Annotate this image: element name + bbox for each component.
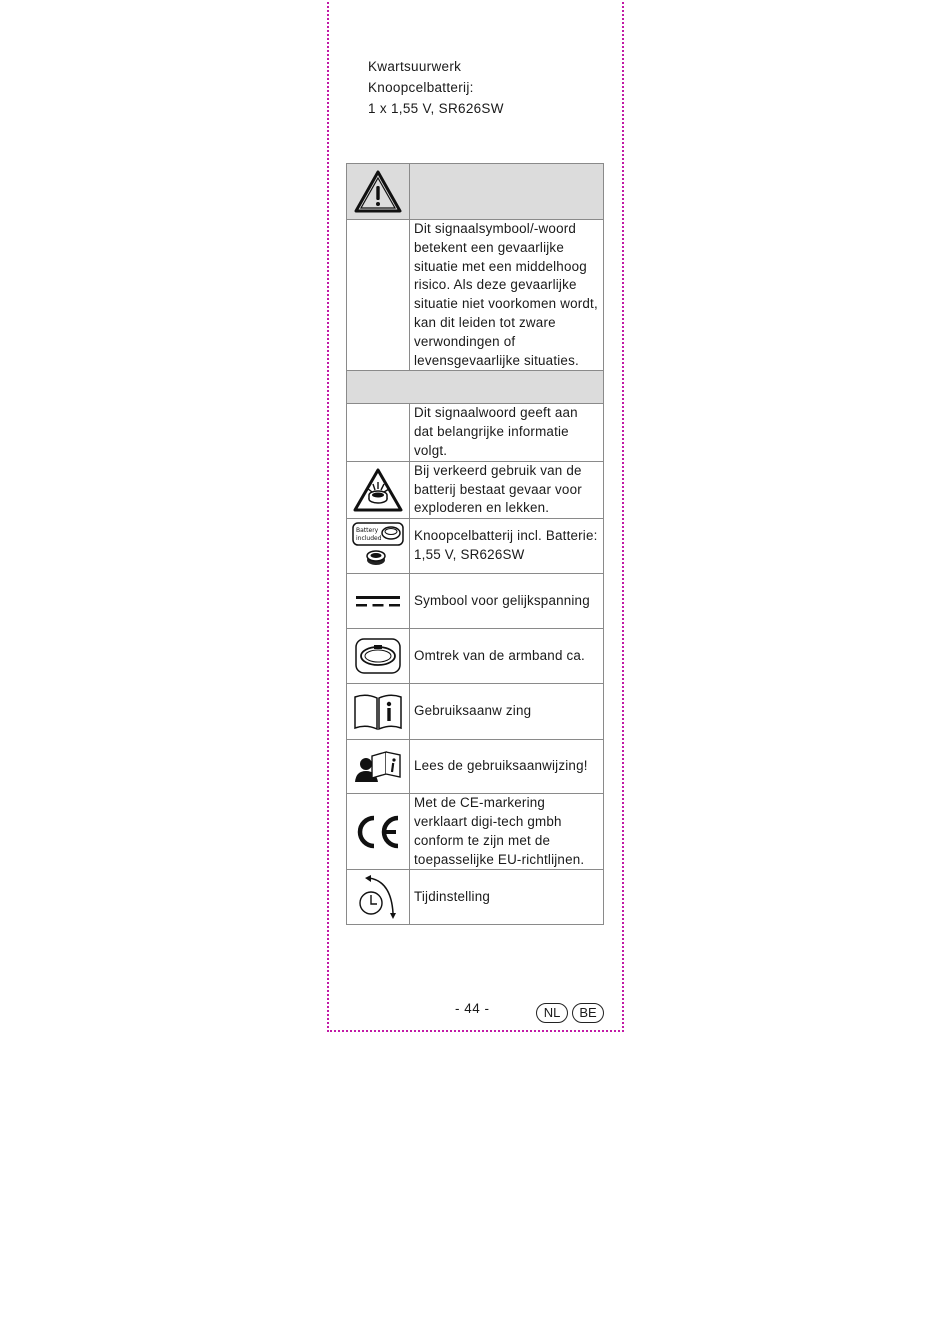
icon-cell [347,794,410,870]
table-row [347,740,604,794]
battery-included-icon [351,521,405,571]
icon-cell [347,164,410,220]
description-text: Knoopcelbatterij incl. Batterie: 1,55 V, SR626SW [410,519,604,574]
manual-book-icon [353,693,403,731]
header-text-cell [347,371,604,404]
icon-cell [347,220,410,371]
description-text: Tijdinstelling [410,870,604,925]
icon-cell [347,404,410,461]
description-text: Omtrek van de armband ca. [410,629,604,684]
svg-text:included: included [356,535,382,543]
time-setting-icon [355,873,401,921]
icon-cell [347,629,410,684]
table-row [347,684,604,740]
table-row [347,794,604,870]
description-text: Bij verkeerd gebruik van de batterij bestaat gevaar voor exploderen en lekken. [410,461,604,518]
table-row [347,629,604,684]
icon-cell [347,461,410,518]
table-row [347,220,604,371]
description-text: Lees de gebruiksaanwijzing! [410,740,604,794]
battery-label: Knoopcelbatterij: [368,80,474,95]
table-row [347,404,604,461]
intro-specs [368,56,504,119]
direct-current-icon [354,593,402,609]
description-text: Symbool voor gelijkspanning [410,574,604,629]
header-text-cell [410,164,604,220]
table-row [347,519,604,574]
battery-spec: 1 x 1,55 V, SR626SW [368,101,504,116]
icon-cell [347,519,410,574]
ce-mark-icon [354,814,402,850]
table-row [347,461,604,518]
description-text: Dit signaalwoord geeft aan dat belangrijke informatie volgt. [410,404,604,461]
table-row [347,870,604,925]
country-badge-be: BE [572,1003,604,1023]
read-manual-icon [354,750,402,784]
warning-triangle-icon [353,169,403,215]
description-text: Met de CE-markering verklaart digi-tech gmbh conform te zijn met de toepasselijke EU-richtlijnen. [410,794,604,870]
svg-text:Battery: Battery [356,527,379,535]
movement-type: Kwartsuurwerk [368,59,462,74]
icon-cell [347,574,410,629]
page-number: - 44 - [455,1001,490,1016]
bracelet-circumference-icon [354,637,402,675]
icon-cell [347,870,410,925]
description-text: Gebruiksaanw zing [410,684,604,740]
icon-cell [347,740,410,794]
description-text: Dit signaalsymbool/-woord betekent een gevaarlijke situatie met een middelhoog risico. Als deze gevaarlijke situatie niet voorkomen wordt, kan dit leiden tot zware verwondingen of levensgevaarlijke situaties. [410,220,604,371]
icon-cell [347,684,410,740]
country-badge-nl: NL [536,1003,568,1023]
table-row [347,371,604,404]
symbols-table [346,163,604,925]
battery-explosion-warning-icon [353,468,403,512]
table-row [347,574,604,629]
table-row [347,164,604,220]
